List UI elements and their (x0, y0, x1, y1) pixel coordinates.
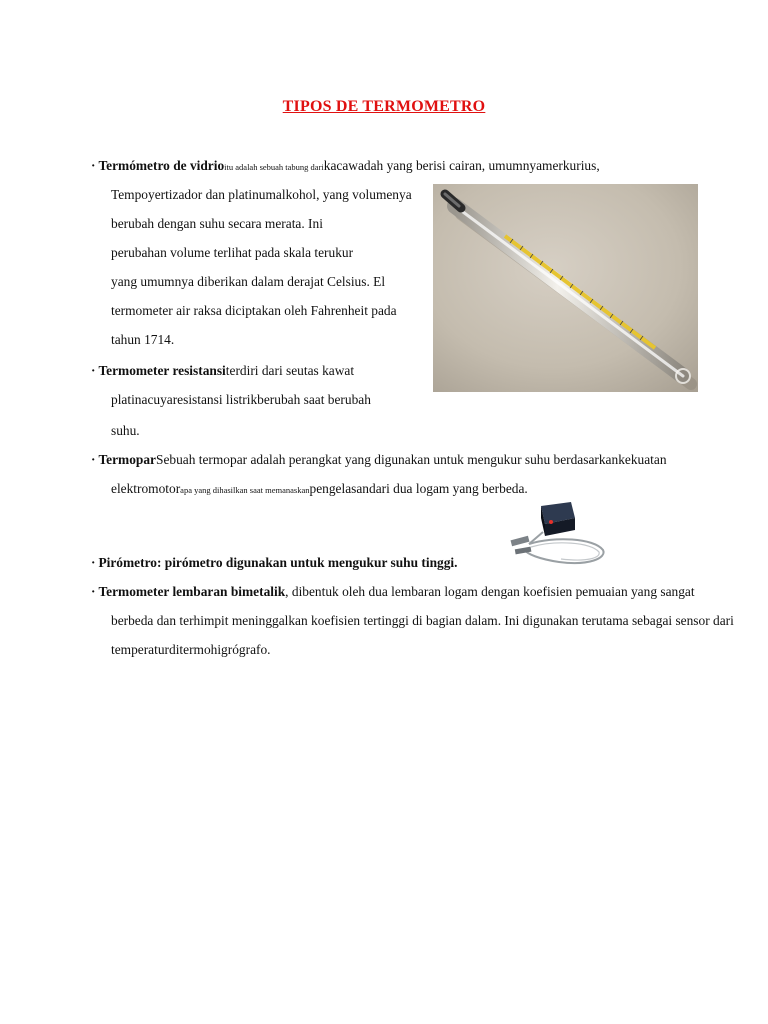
term-pirometro: Pirómetro: pirómetro digunakan untuk mengukur suhu tinggi. (98, 555, 458, 570)
paragraph-vidrio-line-5: yang umumnya diberikan dalam derajat Celsius. El (111, 274, 386, 289)
bullet: · (91, 452, 96, 467)
paragraph-vidrio-line-1 (91, 157, 600, 176)
paragraph-bimetalik-line-3: temperaturditermohigrógrafo. (111, 642, 271, 657)
body-text: pengelasandari dua logam yang berbeda. (309, 481, 528, 496)
bullet: · (91, 584, 96, 599)
paragraph-resistansi-line-3: suhu. (111, 423, 140, 438)
document-title: TIPOS DE TERMOMETRO (282, 98, 486, 115)
tiny-text: apa yang dihasilkan saat memanaskan (180, 485, 310, 495)
bullet: · (91, 363, 96, 378)
body-text: elektromotor (111, 481, 181, 496)
bullet: · (91, 158, 96, 173)
paragraph-termopar-line-1 (91, 451, 667, 469)
term-resistansi: Termometer resistansi (98, 363, 226, 378)
paragraph-resistansi-line-1 (91, 362, 354, 380)
body-text: terdiri dari seutas kawat (225, 363, 355, 378)
term-bimetalik: Termometer lembaran bimetalik (98, 584, 286, 599)
paragraph-resistansi-line-2: platinacuyaresistansi listrikberubah saat berubah (111, 392, 371, 407)
paragraph-vidrio-line-7: tahun 1714. (111, 332, 175, 347)
body-text: Sebuah termopar adalah perangkat yang digunakan untuk mengukur suhu berdasarkankekuatan (156, 452, 667, 467)
bullet: · (91, 555, 96, 570)
body-text: kacawadah yang berisi cairan, umumnyamerkurius, (323, 158, 600, 173)
tiny-text: itu adalah sebuah tabung dari (224, 162, 324, 172)
thermometer-image (433, 184, 698, 392)
paragraph-vidrio-line-3: berubah dengan suhu secara merata. Ini (111, 216, 323, 231)
paragraph-vidrio-line-4: perubahan volume terlihat pada skala terukur (111, 245, 354, 260)
paragraph-bimetalik-line-1 (91, 583, 695, 601)
paragraph-pirometro (91, 554, 457, 572)
term-termopar: Termopar (98, 452, 156, 467)
body-text: , dibentuk oleh dua lembaran logam dengan koefisien pemuaian yang sangat (285, 584, 695, 599)
pyrometer-sensor-image (499, 500, 611, 572)
paragraph-termopar-line-2 (111, 480, 528, 499)
paragraph-bimetalik-line-2: berbeda dan terhimpit meninggalkan koefisien tertinggi di bagian dalam. Ini digunakan terutama sebagai sensor dari (111, 613, 734, 628)
term-vidrio: Termómetro de vidrio (98, 158, 225, 173)
paragraph-vidrio-line-6: termometer air raksa diciptakan oleh Fahrenheit pada (111, 303, 397, 318)
paragraph-vidrio-line-2: Tempoyertizador dan platinumalkohol, yang volumenya (111, 187, 412, 202)
